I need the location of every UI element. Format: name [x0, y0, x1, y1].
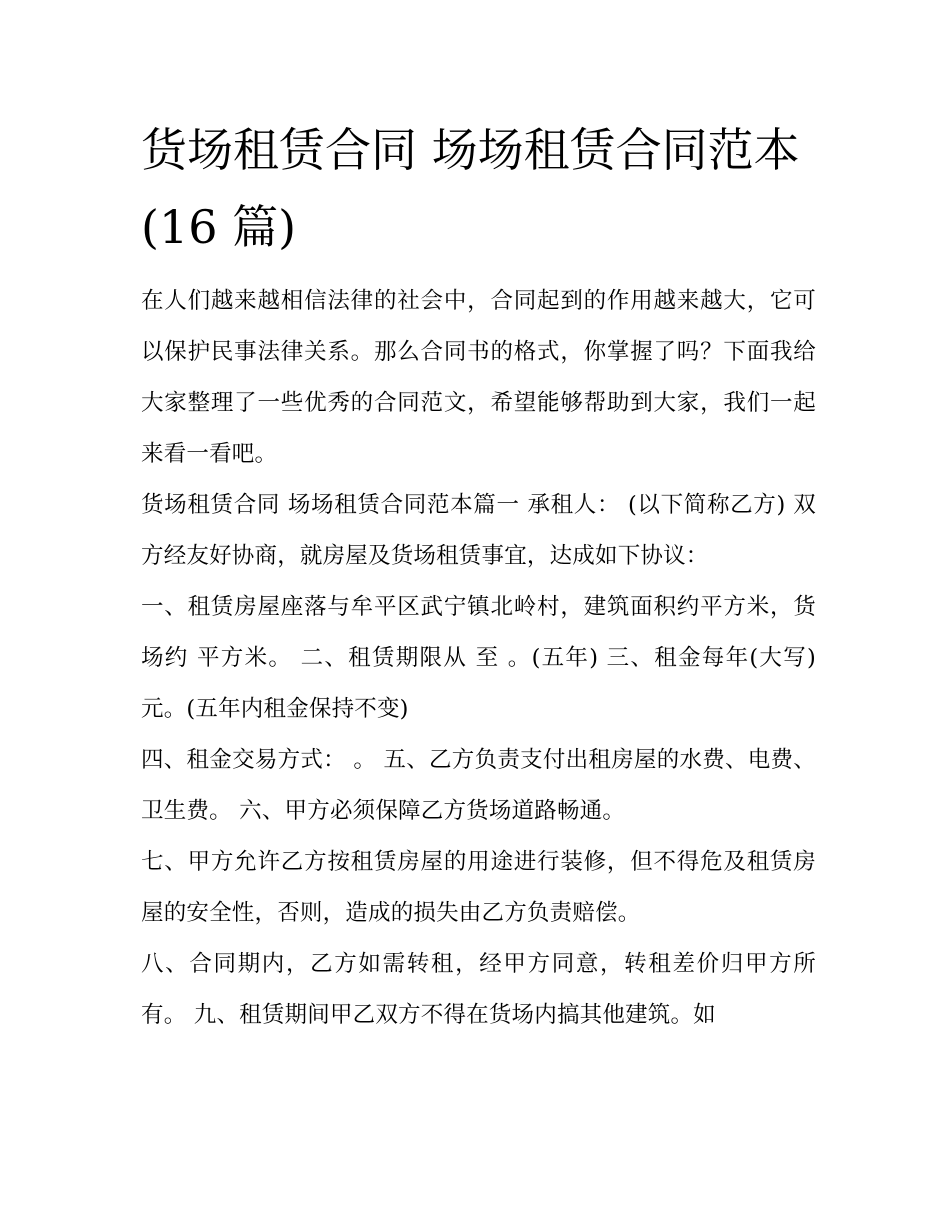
paragraph-clauses-8-9: 八、合同期内，乙方如需转租，经甲方同意，转租差价归甲方所有。 九、租赁期间甲乙双方不得在货场内搞其他建筑。如: [141, 951, 816, 1028]
document-title: 货场租赁合同 场场租赁合同范本(16 篇): [141, 123, 800, 254]
document-body: [141, 112, 816, 1041]
paragraph-intro: 在人们越来越相信法律的社会中，合同起到的作用越来越大，它可以保护民事法律关系。那么合同书的格式，你掌握了吗？下面我给大家整理了一些优秀的合同范文，希望能够帮助到大家，我们一起来看一看吧。: [141, 288, 816, 467]
paragraph-clause-7: 七、甲方允许乙方按租赁房屋的用途进行装修，但不得危及租赁房屋的安全性，否则，造成的损失由乙方负责赔偿。: [141, 849, 816, 926]
paragraph-clauses-4-6: 四、租金交易方式： 。 五、乙方负责支付出租房屋的水费、电费、卫生费。 六、甲方必须保障乙方货场道路畅通。: [141, 747, 816, 824]
paragraph-contract-opening: 货场租赁合同 场场租赁合同范本篇一 承租人： (以下简称乙方) 双方经友好协商，就房屋及货场租赁事宜，达成如下协议：: [141, 492, 816, 569]
paragraph-clauses-1-3: 一、租赁房屋座落与牟平区武宁镇北岭村，建筑面积约平方米，货场约 平方米。 二、租赁期限从 至 。(五年) 三、租金每年(大写) 元。(五年内租金保持不变): [141, 594, 816, 722]
